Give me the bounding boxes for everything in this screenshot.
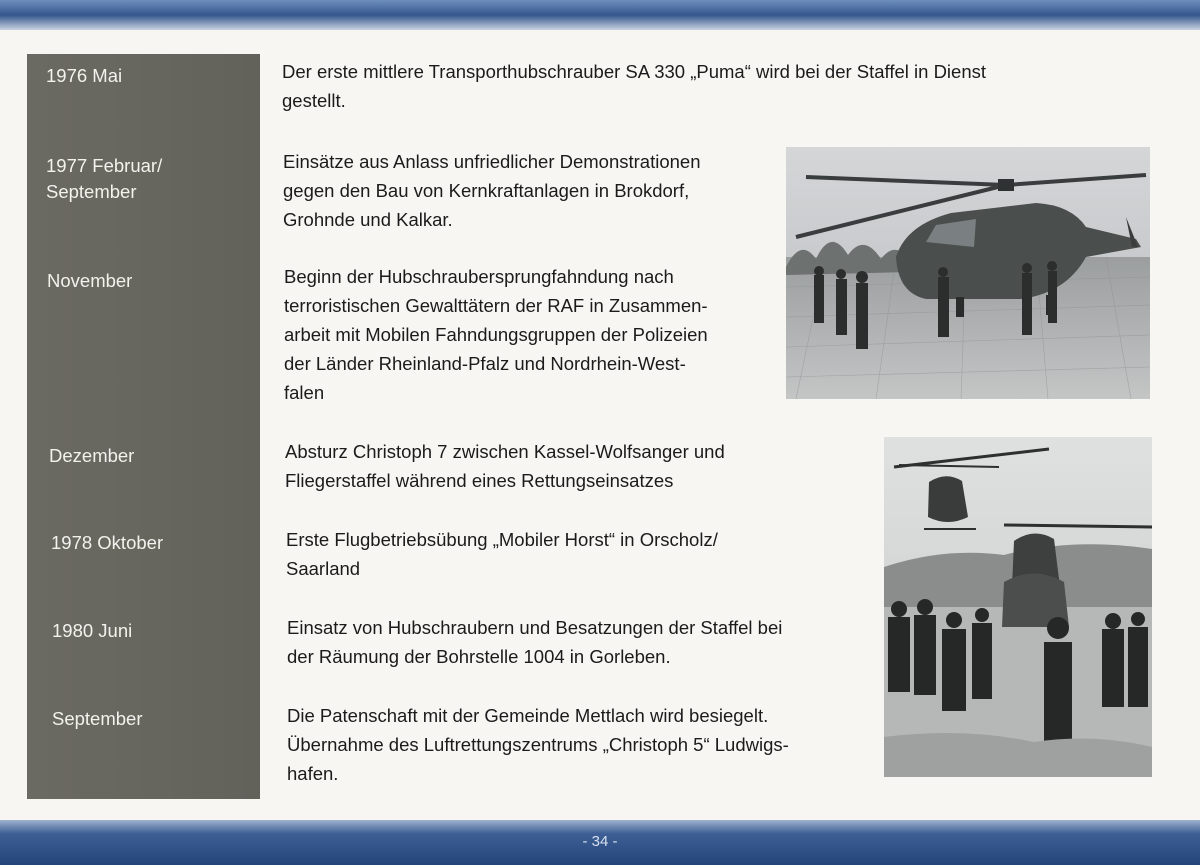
timeline-entry-mettlach-christoph-5: Die Patenschaft mit der Gemeinde Mettlach wird besiegelt. Übernahme des Luftrettungszentrums „Christoph 5“ Ludwigs- hafen. bbox=[287, 705, 789, 784]
timeline-entry-gorleben: Einsatz von Hubschraubern und Besatzungen der Staffel bei der Räumung der Bohrstelle 1004 in Gorleben. bbox=[287, 617, 783, 667]
top-header-band bbox=[0, 0, 1200, 30]
timeline-entry-christoph-7-crash: Absturz Christoph 7 zwischen Kassel-Wolfsanger und Fliegerstaffel während eines Rettungseinsatzes bbox=[285, 441, 725, 491]
timeline-entry-mobiler-horst: Erste Flugbetriebsübung „Mobiler Horst“ in Orscholz/ Saarland bbox=[286, 529, 718, 579]
gorleben-helicopters-photo bbox=[884, 437, 1152, 777]
timeline-entry-demonstrations: Einsätze aus Anlass unfriedlicher Demonstrationen gegen den Bau von Kernkraftanlagen in Brokdorf, Grohnde und Kalkar. bbox=[283, 151, 701, 230]
timeline-date-november: November bbox=[47, 270, 133, 291]
timeline-date-1977-februar-september: 1977 Februar/ September bbox=[46, 155, 163, 202]
timeline-entry-puma-service: Der erste mittlere Transporthubschrauber SA 330 „Puma“ wird bei der Staffel in Dienst gestellt. bbox=[282, 61, 987, 111]
timeline-date-1976-mai: 1976 Mai bbox=[46, 65, 123, 86]
puma-helicopter-photo bbox=[786, 147, 1150, 399]
timeline-date-1978-oktober: 1978 Oktober bbox=[51, 532, 164, 553]
timeline-entry-raf-search: Beginn der Hubschraubersprungfahndung nach terroristischen Gewalttätern der RAF in Zusammen- arbeit mit Mobilen Fahndungsgruppen der Polizeien der Länder Rheinland-Pfalz und Nordrhein-West- falen bbox=[284, 266, 708, 403]
timeline-date-september: September bbox=[52, 708, 143, 729]
page-number: - 34 - bbox=[582, 833, 618, 850]
timeline-date-1980-juni: 1980 Juni bbox=[52, 620, 133, 641]
timeline-date-dezember: Dezember bbox=[49, 445, 135, 466]
